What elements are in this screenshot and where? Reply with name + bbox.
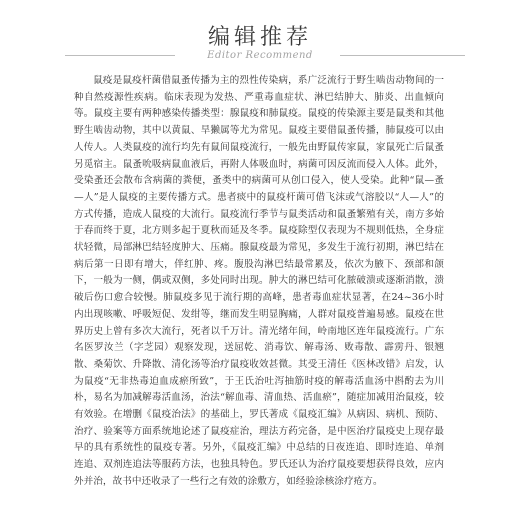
body-paragraph: 鼠疫是鼠疫杆菌借鼠蚤传播为主的烈性传染病，系广泛流行于野生啮齿动物间的一种自然疫源性疾病。临床表现为发热、严重毒血症状、淋巴结肿大、肺炎、出血倾向等。鼠疫主要有两种感染传播类型：腺鼠疫和肺鼠疫。鼠疫的传染源主要是鼠类和其他野生啮齿动物，其中以黄鼠、旱獭属等尤为常见。鼠疫主要借鼠蚤传播，肺鼠疫可以由人传人。人类鼠疫的流行均先有鼠间鼠疫流行，一般先由野鼠传家鼠，家鼠死亡后鼠蚤另觅宿主。鼠蚤吮吸病鼠血液后，再附人体吸血时，病菌可因反流而侵入人体。此外，受染蚤还会散布含病菌的粪便，蚤类中的病菌可从创口侵入，使人受染。此种“鼠—蚤—人”是人鼠疫的主要传播方式。患者痰中的鼠疫杆菌可借飞沫或气溶胶以“人—人”的方式传播，造成人鼠疫的大流行。鼠疫流行季节与鼠类活动和鼠蚤繁殖有关，南方多始于春而终于夏，北方则多起于夏秋而延及冬季。鼠疫除型仅表现为不规则低热，全身症状轻微，局部淋巴结轻度肿大、压痛。腺鼠疫最为常见，多发生于流行初期，淋巴结在病后第一日即有增大，伴红肿、疼。腹股沟淋巴结最常累及，依次为腋下、颈部和颌下，一般为一侧，偶或双侧，多处同时出现。肿大的淋巴结可化脓破溃或逐渐消散，溃破后伤口愈合较慢。肺鼠疫多见于流行期的高峰，患者毒血症状显著，在24~36小时内出现咳嗽、呼吸短促、发绀等，继而发生明显胸痛，人群对鼠疫普遍易感。鼠疫在世界历史上曾有多次大流行，死者以千万计。清光绪年间，岭南地区连年鼠疫流行。广东名医罗汝兰（字芝园）观察发现，送屈乾、消毒饮、解毒汤、败毒散、霹雳丹、银翘散、桑菊饮、升降散、清化汤等治疗鼠疫收效甚微。其受王清任《医林改错》启发，认为鼠疫“无非热毒迫血成瘀所致”，于王氏治吐泻抽筋时疫的解毒活血汤中斟酌去为川朴，易名为加减解毒活血汤，治法“解血毒、清血热、活血瘀”，随症加减用治鼠疫，较有效验。在增删《鼠疫治法》的基础上，罗氏著成《鼠疫汇编》从病因、病机、预防、治疗、验案等方面系统地论述了鼠疫症治，理法方药完备，是中医治疗鼠疫史上现存最早的具有系统性的鼠疫专著。另外，《鼠疫汇编》中总结的日夜连追、即时连追、单剂连追、双剂连追法等服药方法，也独具特色。罗氏还认为治疗鼠疫要想获得良效，应内外并治，故书中还收录了一些行之有效的涂敷方，如经验涂核涂疗疮方。 <box>74 75 444 487</box>
page-title: 编辑推荐 <box>207 25 312 50</box>
page-subtitle: Editor Recommend <box>207 50 313 61</box>
